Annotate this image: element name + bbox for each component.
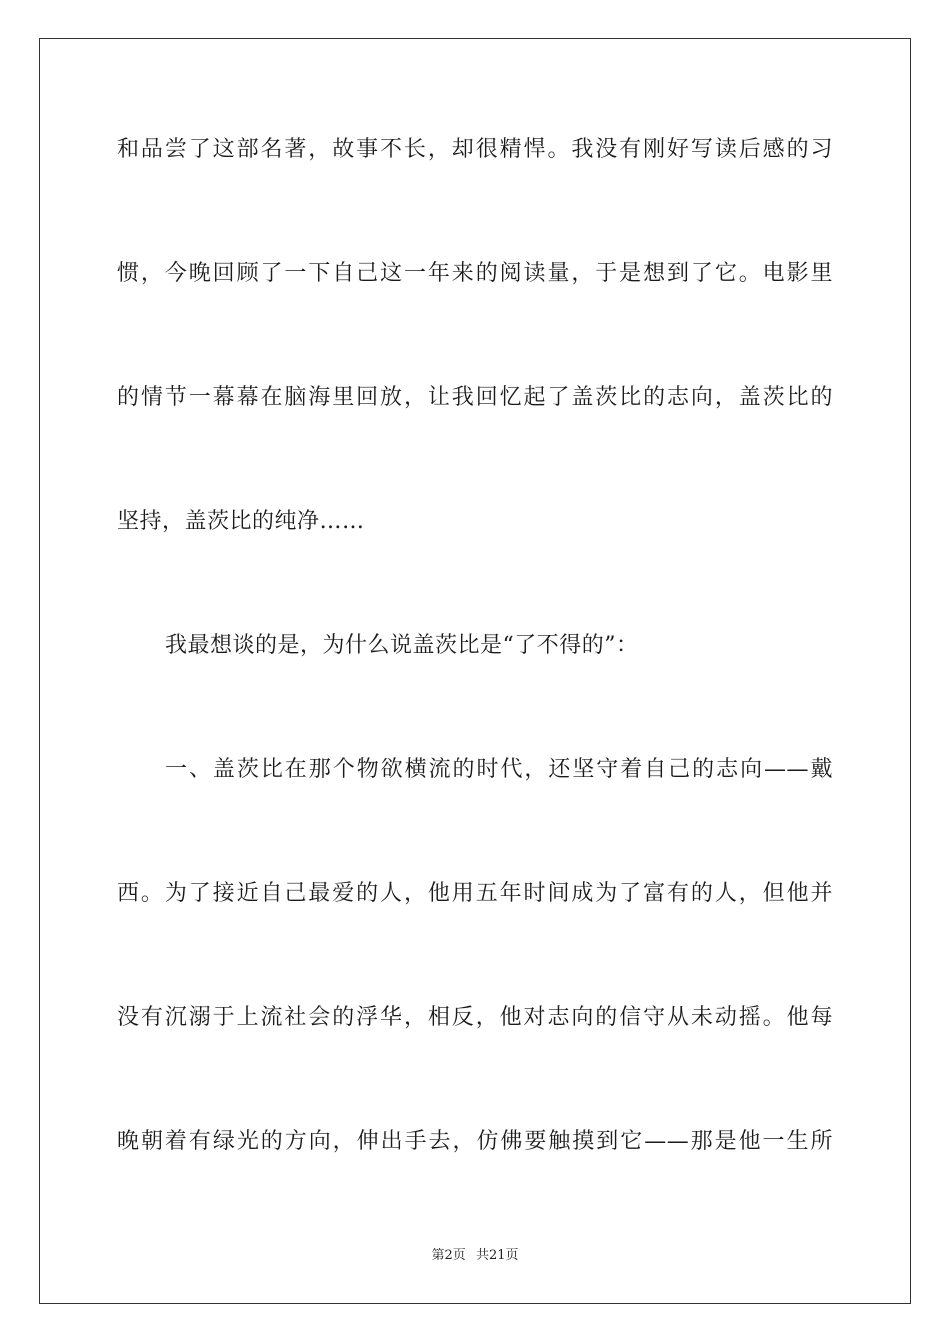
text-line-4: 坚持，盖茨比的纯净……: [117, 509, 365, 534]
page-border: [39, 38, 911, 1304]
text-line-1: 和品尝了这部名著，故事不长，却很精悍。我没有刚好写读后感的习: [117, 137, 833, 162]
text-line-6: 一、盖茨比在那个物欲横流的时代，还坚守着自己的志向——戴: [165, 757, 833, 782]
text-line-5: 我最想谈的是，为什么说盖茨比是“了不得的”：: [165, 633, 639, 658]
text-line-7: 西。为了接近自己最爱的人，他用五年时间成为了富有的人，但他并: [117, 881, 833, 906]
text-line-3: 的情节一幕幕在脑海里回放，让我回忆起了盖茨比的志向，盖茨比的: [117, 385, 833, 410]
page-number: 第2页: [431, 1248, 466, 1263]
page-total: 共21页: [475, 1248, 519, 1263]
text-line-8: 没有沉溺于上流社会的浮华，相反，他对志向的信守从未动摇。他每: [117, 1005, 833, 1030]
page-footer: [0, 1246, 950, 1266]
text-line-9: 晚朝着有绿光的方向，伸出手去，仿佛要触摸到它——那是他一生所: [117, 1129, 833, 1154]
text-line-2: 惯，今晚回顾了一下自己这一年来的阅读量，于是想到了它。电影里: [117, 261, 833, 286]
